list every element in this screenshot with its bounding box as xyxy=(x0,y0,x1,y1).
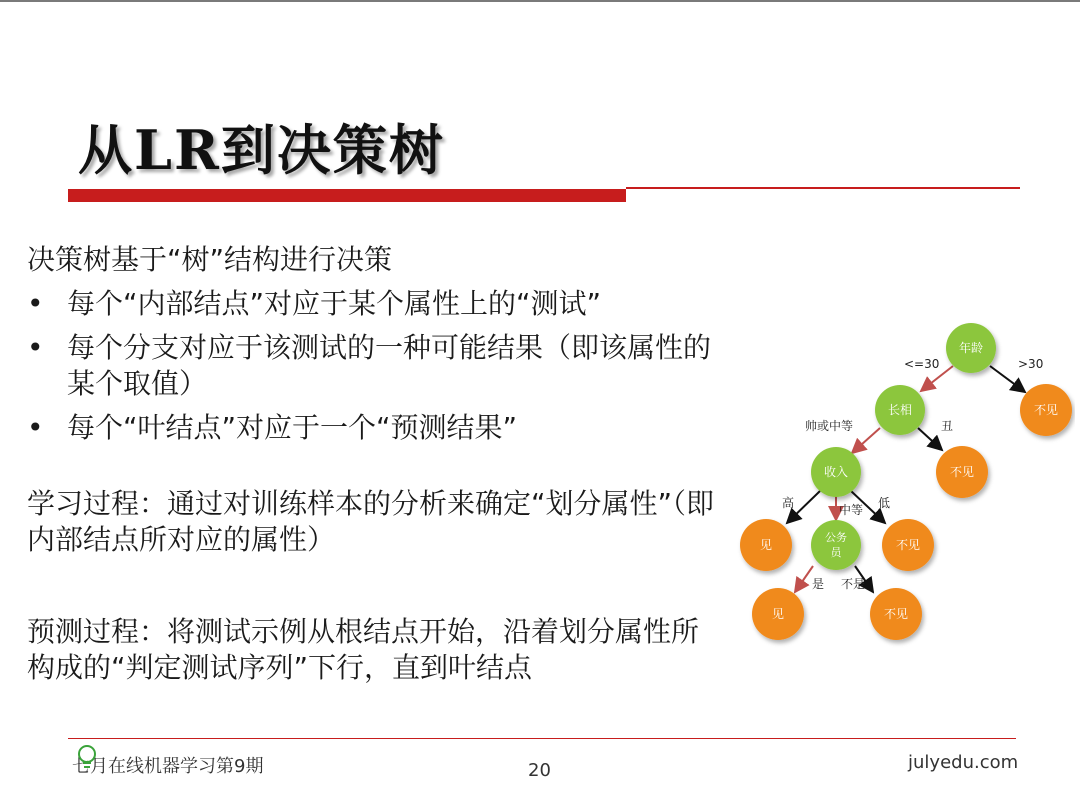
edge-civil-yes xyxy=(795,566,813,592)
footer-site: julyedu.com xyxy=(908,752,1019,773)
edge-label: 丑 xyxy=(941,419,954,433)
leaf-label: 不见 xyxy=(949,465,975,479)
footer-course-text: 七月在线机器学习第9期 xyxy=(72,756,264,777)
leaf-label: 见 xyxy=(771,607,785,621)
lightbulb-logo-icon xyxy=(76,744,98,774)
bullet-dot-icon: • xyxy=(27,287,44,320)
slide-body xyxy=(27,242,717,686)
leaf-label: 不见 xyxy=(1033,403,1059,417)
leaf-not-see xyxy=(936,446,988,498)
leaf-label: 见 xyxy=(759,538,773,552)
leaf-label: 不见 xyxy=(895,538,921,552)
node-label: 公务 xyxy=(825,531,847,544)
page-number: 20 xyxy=(528,760,551,781)
bullet-item xyxy=(27,330,717,402)
bullet-item xyxy=(27,286,717,322)
node-looks xyxy=(875,385,925,435)
leaf-see xyxy=(740,519,792,571)
footer-course xyxy=(72,752,263,778)
edge-label: 帅或中等 xyxy=(805,419,854,433)
node-income xyxy=(811,447,861,497)
prediction-process-text: 预测过程：将测试示例从根结点开始，沿着划分属性所构成的“判定测试序列”下行，直到叶结点 xyxy=(27,615,700,684)
node-age xyxy=(946,323,996,373)
edge-looks-good xyxy=(852,428,880,453)
edge-label: 中等 xyxy=(839,503,864,517)
node-label: 年龄 xyxy=(958,341,984,355)
bullet-item xyxy=(27,410,717,446)
edge-label: 是 xyxy=(812,577,825,591)
leaf-not-see xyxy=(882,519,934,571)
edge-label: >30 xyxy=(1018,357,1044,371)
bullet-dot-icon: • xyxy=(27,331,44,364)
title-underline-bar xyxy=(68,189,626,202)
leaf-see xyxy=(752,588,804,640)
intro-text: 决策树基于“树”结构进行决策 xyxy=(27,243,393,276)
bullet-text: 每个“内部结点”对应于某个属性上的“测试” xyxy=(67,287,602,320)
slide-title: 从LR到决策树 xyxy=(78,118,445,182)
footer-divider xyxy=(68,738,1016,739)
bullet-text: 每个“叶结点”对应于一个“预测结果” xyxy=(67,411,518,444)
learning-process-text: 学习过程：通过对训练样本的分析来确定“划分属性”（即内部结点所对应的属性） xyxy=(27,487,715,556)
edge-label: 高 xyxy=(782,496,795,510)
leaf-not-see xyxy=(870,588,922,640)
leaf-label: 不见 xyxy=(883,607,909,621)
edge-label: 低 xyxy=(878,496,891,510)
node-label: 长相 xyxy=(887,403,913,417)
bullet-dot-icon: • xyxy=(27,411,44,444)
edge-looks-ugly xyxy=(918,428,942,450)
top-border xyxy=(0,0,1080,2)
node-label: 收入 xyxy=(823,465,849,479)
leaf-not-see xyxy=(1020,384,1072,436)
title-underline-line xyxy=(626,187,1020,189)
node-civil-servant xyxy=(811,520,861,570)
bullet-list xyxy=(27,286,717,446)
node-label: 员 xyxy=(830,546,842,559)
decision-tree-diagram xyxy=(730,310,1075,650)
edge-label: <=30 xyxy=(904,357,940,371)
bullet-text: 每个分支对应于该测试的一种可能结果（即该属性的某个取值） xyxy=(67,331,712,400)
edge-label: 不是 xyxy=(841,577,866,591)
